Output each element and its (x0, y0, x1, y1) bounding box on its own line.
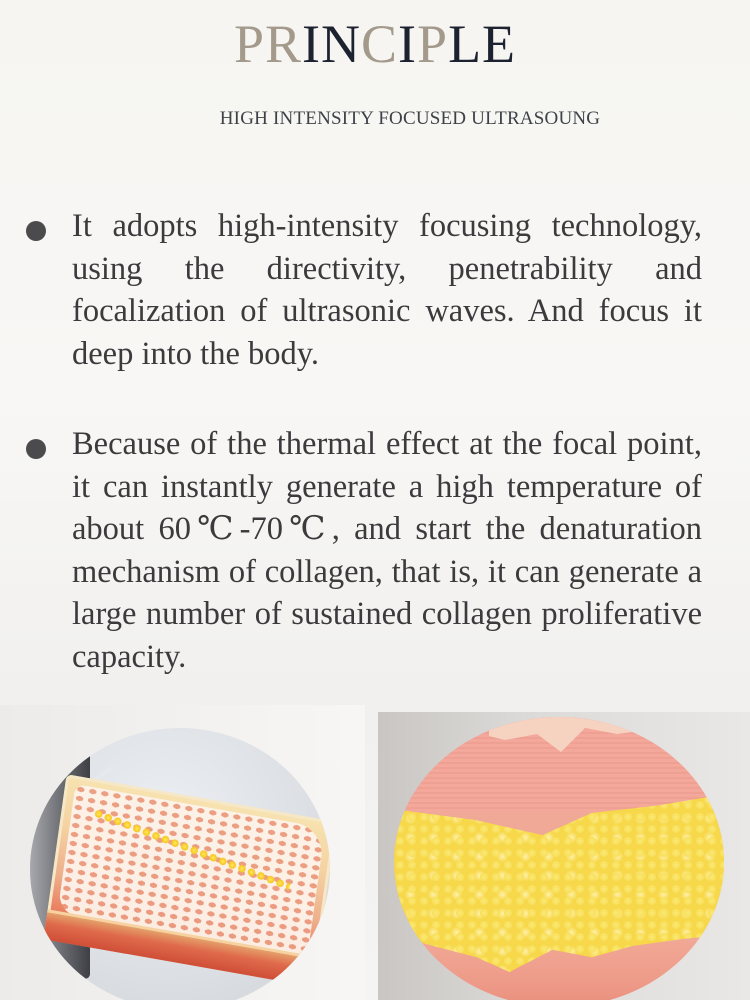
title-part: PR (233, 14, 303, 74)
device-circle-image (30, 728, 330, 1000)
title-part: C (361, 14, 399, 74)
page-title (0, 14, 750, 74)
title-part: P (417, 14, 449, 74)
title-part: LE (448, 14, 517, 74)
crosssection-circle-image (394, 717, 724, 1000)
bullet-dot-icon (26, 221, 46, 241)
bullet-text: It adopts high-intensity focusing technology, using the directivity, penetrability and focalization of ultrasonic waves. And focus it deep into the body. (72, 208, 702, 372)
title-part: I (398, 14, 418, 74)
bullet-dot-icon (26, 439, 46, 459)
skin-fat-crosssection-illustration (378, 712, 750, 1000)
bullet-text: Because of the thermal effect at the focal point, it can instantly generate a high temperature of about 60℃-70℃, and start the denaturation mechanism of collagen, that is, it can generate a large number of sustained collagen proliferative capacity. (72, 426, 702, 675)
hifu-device-illustration (0, 705, 365, 1000)
title-part: IN (302, 14, 361, 74)
page-subtitle: HIGH INTENSITY FOCUSED ULTRASOUNG (219, 108, 601, 129)
